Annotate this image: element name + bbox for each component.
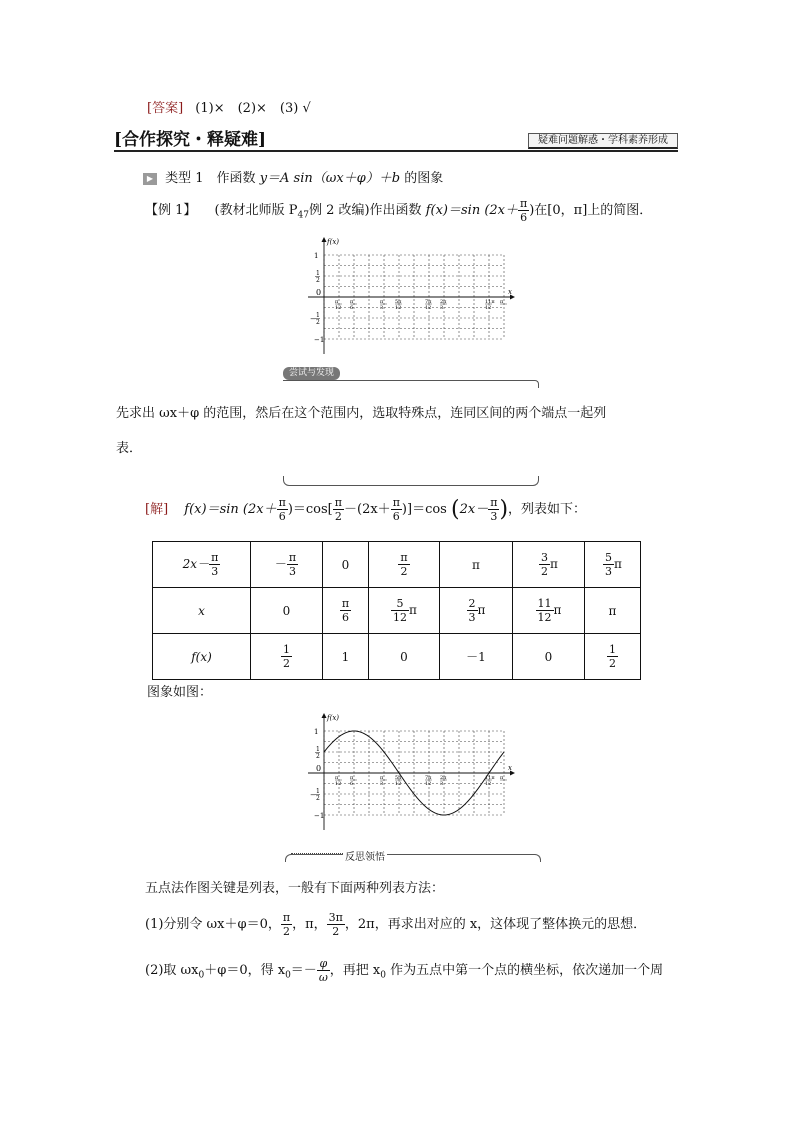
y-tick-label: 1 [314,728,319,736]
table-cell: － $\frac{\pi}{3}$ [251,542,323,588]
y-tick-den: 2 [316,753,320,760]
table-cell: $\frac{2}{3}$ π [440,588,513,634]
table-cell: $\frac{1}{2}$ [251,634,323,680]
x-tick-num: π [380,775,384,781]
x-tick-num: 5π [395,299,402,305]
x-tick-num: 7π [425,775,432,781]
answer-text: (1)× (2)× (3) √ [195,101,311,116]
y-axis-label: f(x) [327,238,340,246]
x-tick-den: 6 [350,781,354,787]
example-rest: )在[0，π]上的简图． [529,203,653,218]
table-cell: x [153,588,251,634]
y-axis-arrow [322,237,327,242]
type-formula: y＝A sin（ωx＋φ）＋b [259,171,401,186]
x-tick-den: 12 [425,781,432,787]
example-tag: 【例 1】 [145,203,197,218]
x-tick-den: 12 [335,305,342,311]
y-tick-den: 2 [316,277,320,284]
x-tick-den: 3 [440,781,444,787]
method-2: (2)取 $\omega x_0+\varphi=0$，得 $x_0=-$ $\frac{\varphi}{\omega}$ ，再把 $x_0$ 作为五点中第一个点的横坐标，依次递加一个周 [145,957,664,984]
blank-grid-graph [300,234,520,358]
x-tick-num: π [500,775,504,781]
table-row [153,588,641,634]
table-cell: $\frac{5}{12}$ π [369,588,440,634]
hint-box-bottom [283,476,539,486]
table-cell: π [585,588,641,634]
x-tick-num: 2π [440,775,447,781]
example-source-rest: 例 2 改编)作出函数 [308,203,426,218]
example-fraction: $\frac{\pi}{6}$ [520,197,528,224]
hint-box-top [283,367,539,387]
x-tick-den: 3 [380,781,384,787]
y-tick-num: 1 [316,788,320,795]
x-tick-num: π [350,775,354,781]
x-tick-den: 12 [335,781,342,787]
y-tick-label: −1 [314,336,325,344]
solution-tag: [解] [145,502,169,517]
method-intro: 五点法作图关键是列表，一般有下面两种列表方法： [145,881,445,896]
hint-line-2: 表． [116,441,143,456]
section-badge: 疑难问题解惑・学科素养形成 [528,133,678,149]
x-tick-den: 12 [425,305,432,311]
y-tick-sign: − [310,315,316,323]
table-cell: f(x) [153,634,251,680]
answer-tag: [答案] [147,101,184,116]
reflect-box-top [285,849,541,863]
table-cell: $\frac{5}{3}$ π [585,542,641,588]
table-cell: 0 [369,634,440,680]
x-tick-num: π [380,299,384,305]
play-marker-icon: ▶ [143,173,157,185]
type-prefix: 类型 1 作函数 [165,171,256,186]
example-func: f(x)＝sin (2x＋ [425,203,518,218]
method-1: (1)分别令 ωx＋φ＝0， $\frac{\pi}{2}$ ，π， $\frac{3\pi}{2}$ ，2π，再求出对应的 x，这体现了整体换元的思想． [145,911,647,938]
x-tick-num: 11π [485,299,495,305]
solution-line: [解] f(x)＝sin (2x＋ $\frac{\pi}{6}$ )＝cos[ $\frac{\pi}{2}$ －(2x＋ $\frac{\pi}{6}$ )]＝cos (2x－ $\frac{\pi}{3}$ )，列表如下： [145,496,587,523]
y-tick-num: 1 [316,312,320,319]
table-cell: $\frac{1}{2}$ [585,634,641,680]
x-tick-den: 12 [485,781,492,787]
y-tick-num: 1 [316,270,320,277]
x-tick-den: 6 [350,305,354,311]
table-row [153,634,641,680]
x-tick-num: π [335,299,339,305]
x-tick-num: 11π [485,775,495,781]
origin-label: 0 [316,764,322,773]
table-row [153,542,641,588]
table-cell: 0 [513,634,585,680]
x-tick-den: 12 [485,305,492,311]
type-suffix: 的图象 [404,171,444,186]
y-tick-label: −1 [314,812,325,820]
y-tick-den: 2 [316,319,320,326]
y-tick-den: 2 [316,795,320,802]
reflect-label: 反思领悟 [343,848,387,863]
x-tick-num: 2π [440,299,447,305]
table-cell: $\frac{3}{2}$ π [513,542,585,588]
y-tick-sign: − [310,791,316,799]
origin-label: 0 [316,288,322,297]
hint-line-1: 先求出 ωx＋φ 的范围，然后在这个范围内，选取特殊点，连同区间的两个端点一起列 [116,406,607,421]
example-source: (教材北师版 P [214,203,298,218]
y-axis-arrow [322,713,327,718]
example-line [145,198,652,223]
value-table [152,541,641,680]
section-header [114,125,678,151]
x-tick-num: 5π [395,775,402,781]
y-tick-label: 1 [314,252,319,260]
hint-tab: 尝试与发现 [283,367,340,380]
x-tick-den: 3 [440,305,444,311]
x-tick-den: 12 [395,305,402,311]
answer-line [147,97,311,116]
table-cell: 0 [251,588,323,634]
table-cell: －1 [440,634,513,680]
x-tick-num: π [500,299,504,305]
table-cell: $\frac{11}{12}$ π [513,588,585,634]
sine-curve-graph [300,710,520,834]
table-cell: π [440,542,513,588]
table-cell: $\frac{\pi}{2}$ [369,542,440,588]
table-cell: 0 [323,542,369,588]
table-cell: $\frac{\pi}{6}$ [323,588,369,634]
x-tick-den: 3 [380,305,384,311]
x-axis-label: x [508,764,512,772]
x-tick-num: π [335,775,339,781]
x-axis-label: x [508,288,512,296]
x-tick-num: 7π [425,299,432,305]
graph-caption: 图象如图： [147,685,213,700]
example-source-sub: 47 [297,210,309,221]
table-cell: 1 [323,634,369,680]
section-rule [114,150,678,152]
x-tick-num: π [350,299,354,305]
y-tick-num: 1 [316,746,320,753]
section-title: [合作探究・释疑难] [114,130,267,150]
x-tick-den: 12 [395,781,402,787]
y-axis-label: f(x) [327,714,340,722]
type-heading [143,167,443,186]
table-cell: 2x－ $\frac{\pi}{3}$ [153,542,251,588]
